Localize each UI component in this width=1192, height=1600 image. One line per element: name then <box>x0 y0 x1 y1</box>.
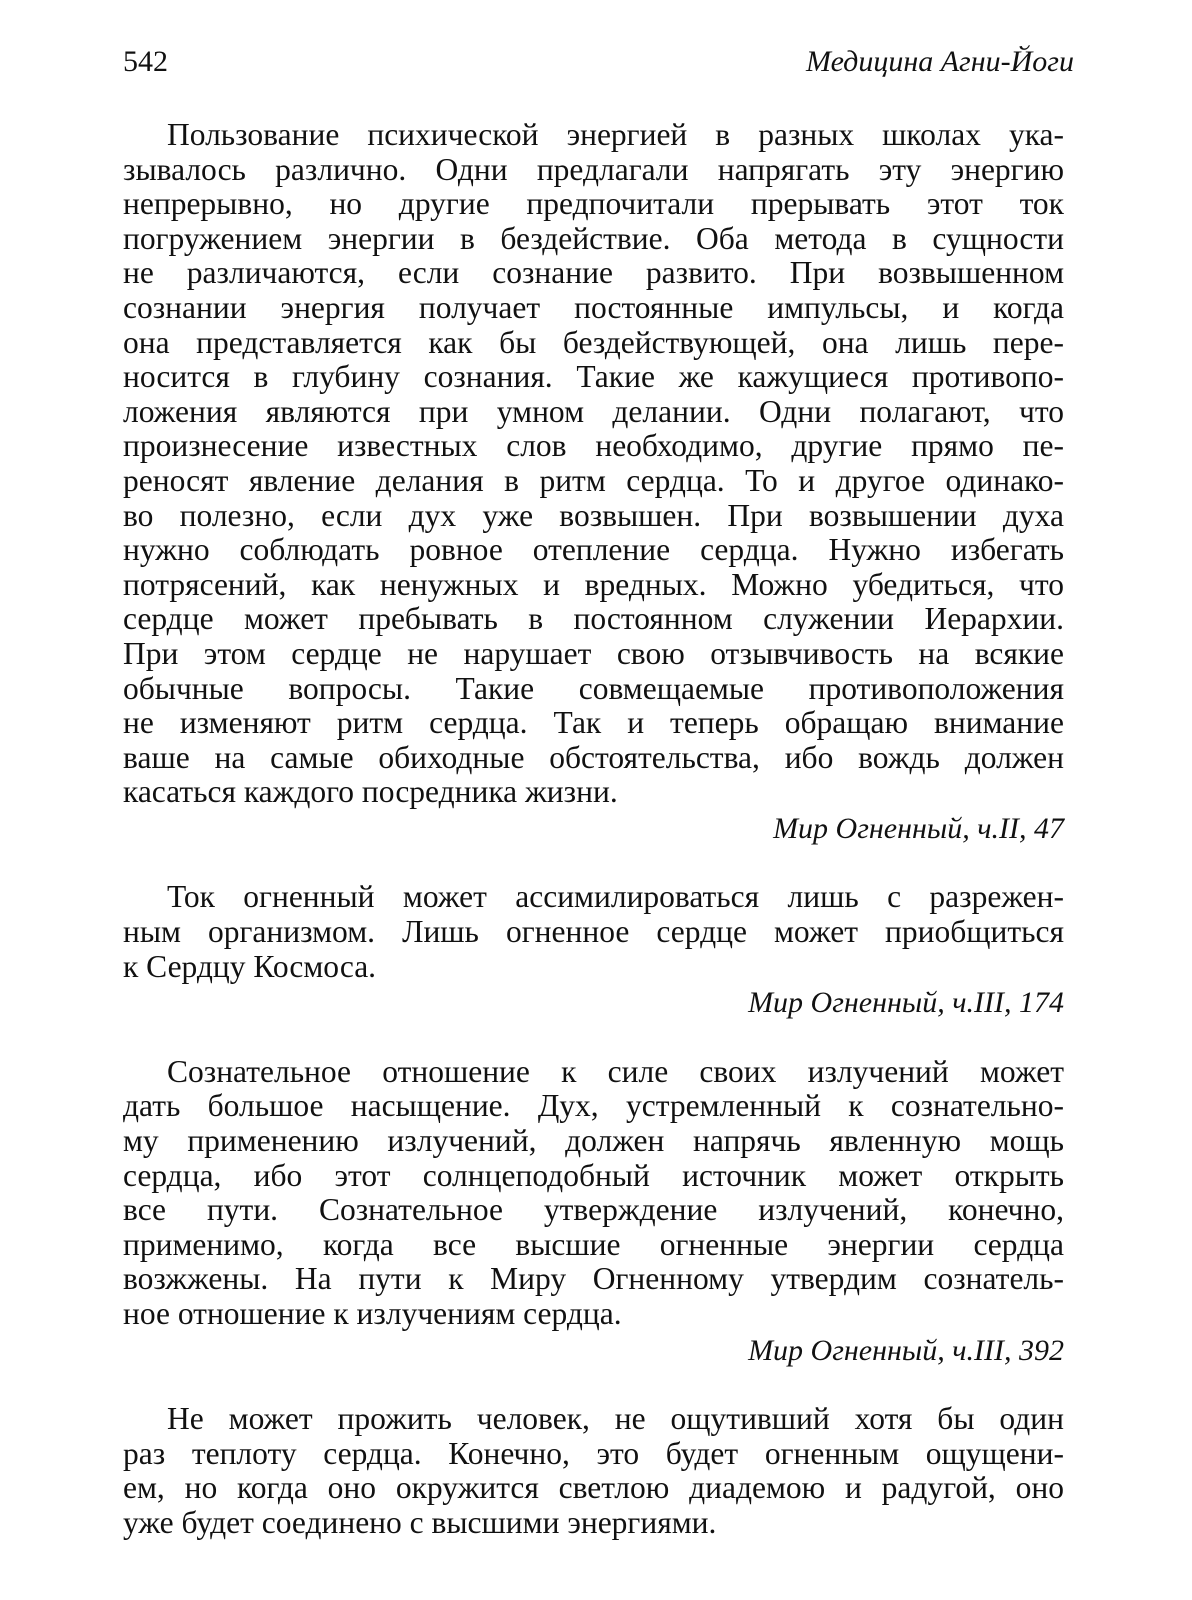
text-line: При этом сердце не нарушает свою отзывчивость на всякие <box>123 635 1064 671</box>
text-line: уже будет соединено с высшими энергиями. <box>123 1504 717 1540</box>
text-line: к Сердцу Космоса. <box>123 948 377 984</box>
source-citation: Мир Огненный, ч.III, 174 <box>748 986 1064 1020</box>
text-line: непрерывно, но другие предпочитали прерывать этот ток <box>123 186 1064 222</box>
page-number: 542 <box>123 45 168 78</box>
text-line: касаться каждого посредника жизни. <box>123 774 618 810</box>
text-line: ваше на самые обиходные обстоятельства, ибо вождь должен <box>123 739 1064 775</box>
text-line: обычные вопросы. Такие совмещаемые противоположения <box>123 670 1064 706</box>
page-header <box>123 42 1074 82</box>
text-line: погружением энергии в бездействие. Оба метода в сущности <box>123 220 1064 256</box>
text-line: ное отношение к излучениям сердца. <box>123 1296 622 1331</box>
paragraph-gap <box>123 846 1064 880</box>
paragraph <box>123 880 1064 1020</box>
text-line: дать большое насыщение. Дух, устремленный к сознательно- <box>123 1088 1064 1124</box>
text-line: не изменяют ритм сердца. Так и теперь обращаю внимание <box>123 705 1064 741</box>
text-line: во полезно, если дух уже возвышен. При возвышении духа <box>123 497 1064 533</box>
text-line: произнесение известных слов необходимо, другие прямо пе- <box>123 428 1064 464</box>
text-line: носится в глубину сознания. Такие же кажущиеся противопо- <box>123 359 1064 395</box>
text-line: сердца, ибо этот солнцеподобный источник может открыть <box>123 1157 1064 1193</box>
text-line: сердце может пребывать в постоянном служении Иерархии. <box>123 601 1064 637</box>
source-citation: Мир Огненный, ч.II, 47 <box>773 811 1064 845</box>
text-line: Не может прожить человек, не ощутивший хотя бы один <box>167 1401 1064 1437</box>
text-line: Пользование психической энергией в разных школах ука- <box>167 117 1064 152</box>
text-line: применимо, когда все высшие огненные энергии сердца <box>123 1226 1064 1262</box>
text-line: возжжены. На пути к Миру Огненному утвердим сознатель- <box>123 1261 1064 1297</box>
paragraph <box>123 118 1064 846</box>
text-line: Сознательное отношение к силе своих излучений может <box>167 1053 1064 1089</box>
text-line: она представляется как бы бездействующей, она лишь пере- <box>123 324 1064 360</box>
running-title: Медицина Агни-Йоги <box>806 45 1074 78</box>
text-line: ем, но когда оно окружится светлою диадемою и радугой, оно <box>123 1470 1064 1506</box>
paragraph-gap <box>123 1021 1064 1055</box>
page-body <box>123 118 1064 1541</box>
text-line: не различаются, если сознание развито. При возвышенном <box>123 255 1064 291</box>
text-line: нужно соблюдать ровное отепление сердца. Нужно избегать <box>123 532 1064 568</box>
source-citation: Мир Огненный, ч.III, 392 <box>748 1333 1064 1367</box>
text-line: потрясений, как ненужных и вредных. Можно убедиться, что <box>123 566 1064 602</box>
text-line: зывалось различно. Одни предлагали напрягать эту энергию <box>123 151 1064 187</box>
text-line: ным организмом. Лишь огненное сердце может приобщиться <box>123 914 1064 950</box>
text-line: му применению излучений, должен напрячь явленную мощь <box>123 1123 1064 1159</box>
text-line: ложения являются при умном делании. Одни полагают, что <box>123 393 1064 429</box>
text-line: реносят явление делания в ритм сердца. То и другое одинако- <box>123 462 1064 498</box>
paragraph-gap <box>123 1368 1064 1402</box>
text-line: сознании энергия получает постоянные импульсы, и когда <box>123 289 1064 325</box>
paragraph <box>123 1055 1064 1368</box>
text-line: Ток огненный может ассимилироваться лишь с разрежен- <box>167 879 1064 915</box>
text-line: все пути. Сознательное утверждение излучений, конечно, <box>123 1192 1064 1228</box>
text-line: раз теплоту сердца. Конечно, это будет огненным ощущени- <box>123 1435 1064 1471</box>
paragraph <box>123 1402 1064 1540</box>
